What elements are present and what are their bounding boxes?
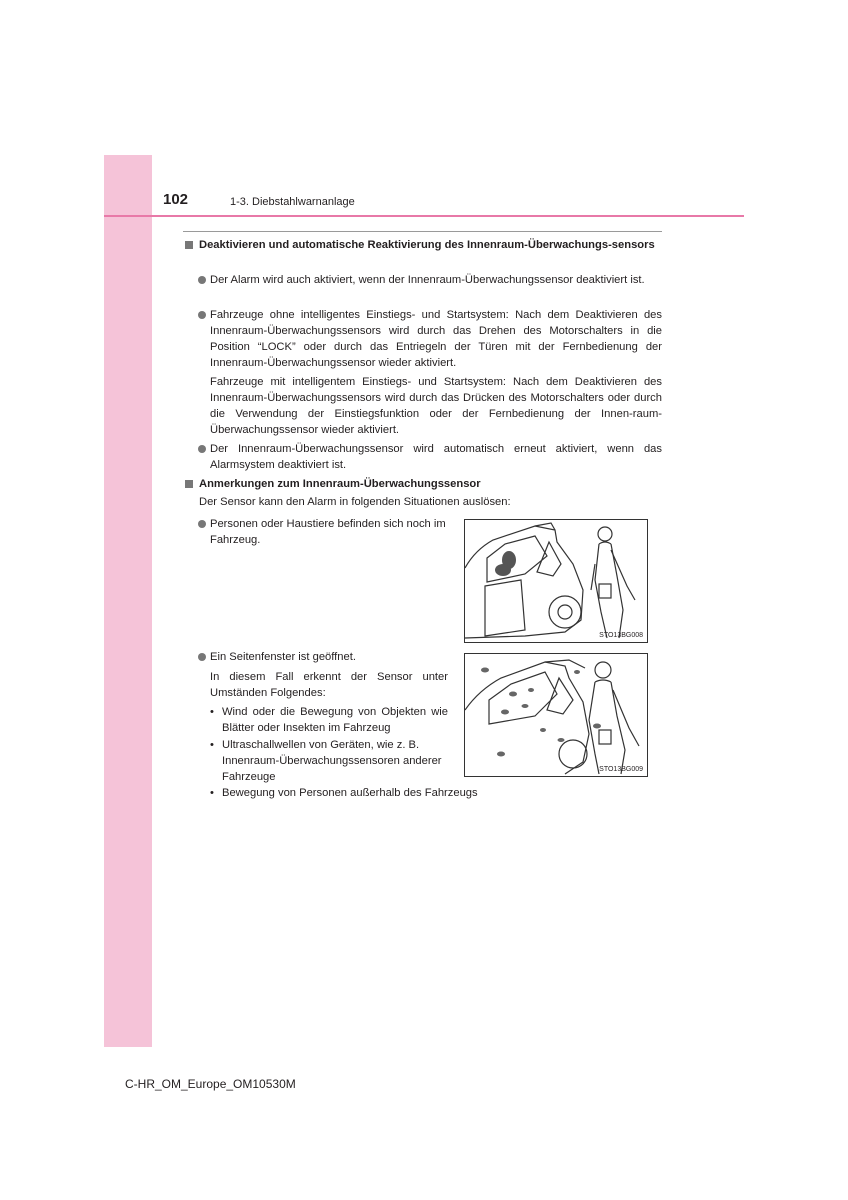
square-bullet-icon	[185, 241, 193, 249]
circle-bullet-icon	[198, 653, 206, 661]
list-item: Personen oder Haustiere befinden sich noch im Fahrzeug.	[198, 516, 454, 548]
illustration-dog-in-car	[464, 519, 648, 643]
section-heading-notes: Anmerkungen zum Innenraum-Überwachungssensor	[185, 476, 662, 492]
list-item: Fahrzeuge ohne intelligentes Einstiegs- und Startsystem: Nach dem Deaktivieren des Innenraum-Überwachungssensors wird durch das Drehen des Motorschalters in die Position “LOCK” oder durch das Entriegeln der Türen mit der Fernbedienung der Innenraum-Überwachungssensor wieder aktiviert.	[198, 307, 662, 371]
list-item: Ein Seitenfenster ist geöffnet.	[198, 649, 454, 665]
dot-bullet-icon: •	[210, 787, 214, 799]
figure-code: STO13BG008	[599, 632, 643, 639]
dot-bullet-icon: •	[210, 739, 214, 751]
divider	[183, 231, 662, 232]
sub-list-item: • Ultraschallwellen von Geräten, wie z. B. Innenraum-Überwachungssensoren anderer Fahrzeuge	[210, 739, 442, 783]
page-number: 102	[163, 191, 189, 208]
car-window-leaves-illustration	[465, 654, 647, 776]
section-heading-deactivation: Deaktivieren und automatische Reaktivierung des Innenraum-Überwachungs-sensors	[185, 237, 662, 253]
car-dog-person-illustration	[465, 520, 647, 642]
footer-doc-id: C-HR_OM_Europe_OM10530M	[125, 1077, 296, 1091]
circle-bullet-icon	[198, 445, 206, 453]
list-item-detail: In diesem Fall erkennt der Sensor unter Umständen Folgendes:	[210, 671, 448, 699]
dot-bullet-icon: •	[210, 706, 214, 718]
circle-bullet-icon	[198, 520, 206, 528]
circle-bullet-icon	[198, 276, 206, 284]
list-item-continuation: Fahrzeuge mit intelligentem Einstiegs- und Startsystem: Nach dem Deaktivieren des Innenraum-Überwachungssensors wird durch das Drücken des Motorschalters oder durch die Verwendung der Einstiegsfunktion oder der Fernbedienung der Innen-raum-Überwachungssensor wieder aktiviert.	[210, 376, 662, 436]
square-bullet-icon	[185, 480, 193, 488]
section-title: 1-3. Diebstahlwarnanlage	[230, 196, 355, 208]
header-rule	[104, 215, 744, 217]
figure-code: STO13BG009	[599, 766, 643, 773]
section-intro: Der Sensor kann den Alarm in folgenden Situationen auslösen:	[199, 496, 511, 508]
circle-bullet-icon	[198, 311, 206, 319]
illustration-open-window	[464, 653, 648, 777]
sub-list-item: • Wind oder die Bewegung von Objekten wie Blätter oder Insekten im Fahrzeug	[210, 706, 448, 734]
list-item: Der Alarm wird auch aktiviert, wenn der Innenraum-Überwachungssensor deaktiviert ist.	[198, 272, 662, 288]
side-tab	[104, 155, 152, 1047]
list-item: Der Innenraum-Überwachungssensor wird automatisch erneut aktiviert, wenn das Alarmsystem deaktiviert ist.	[198, 441, 662, 473]
sub-list-item: • Bewegung von Personen außerhalb des Fahrzeugs	[210, 787, 478, 799]
